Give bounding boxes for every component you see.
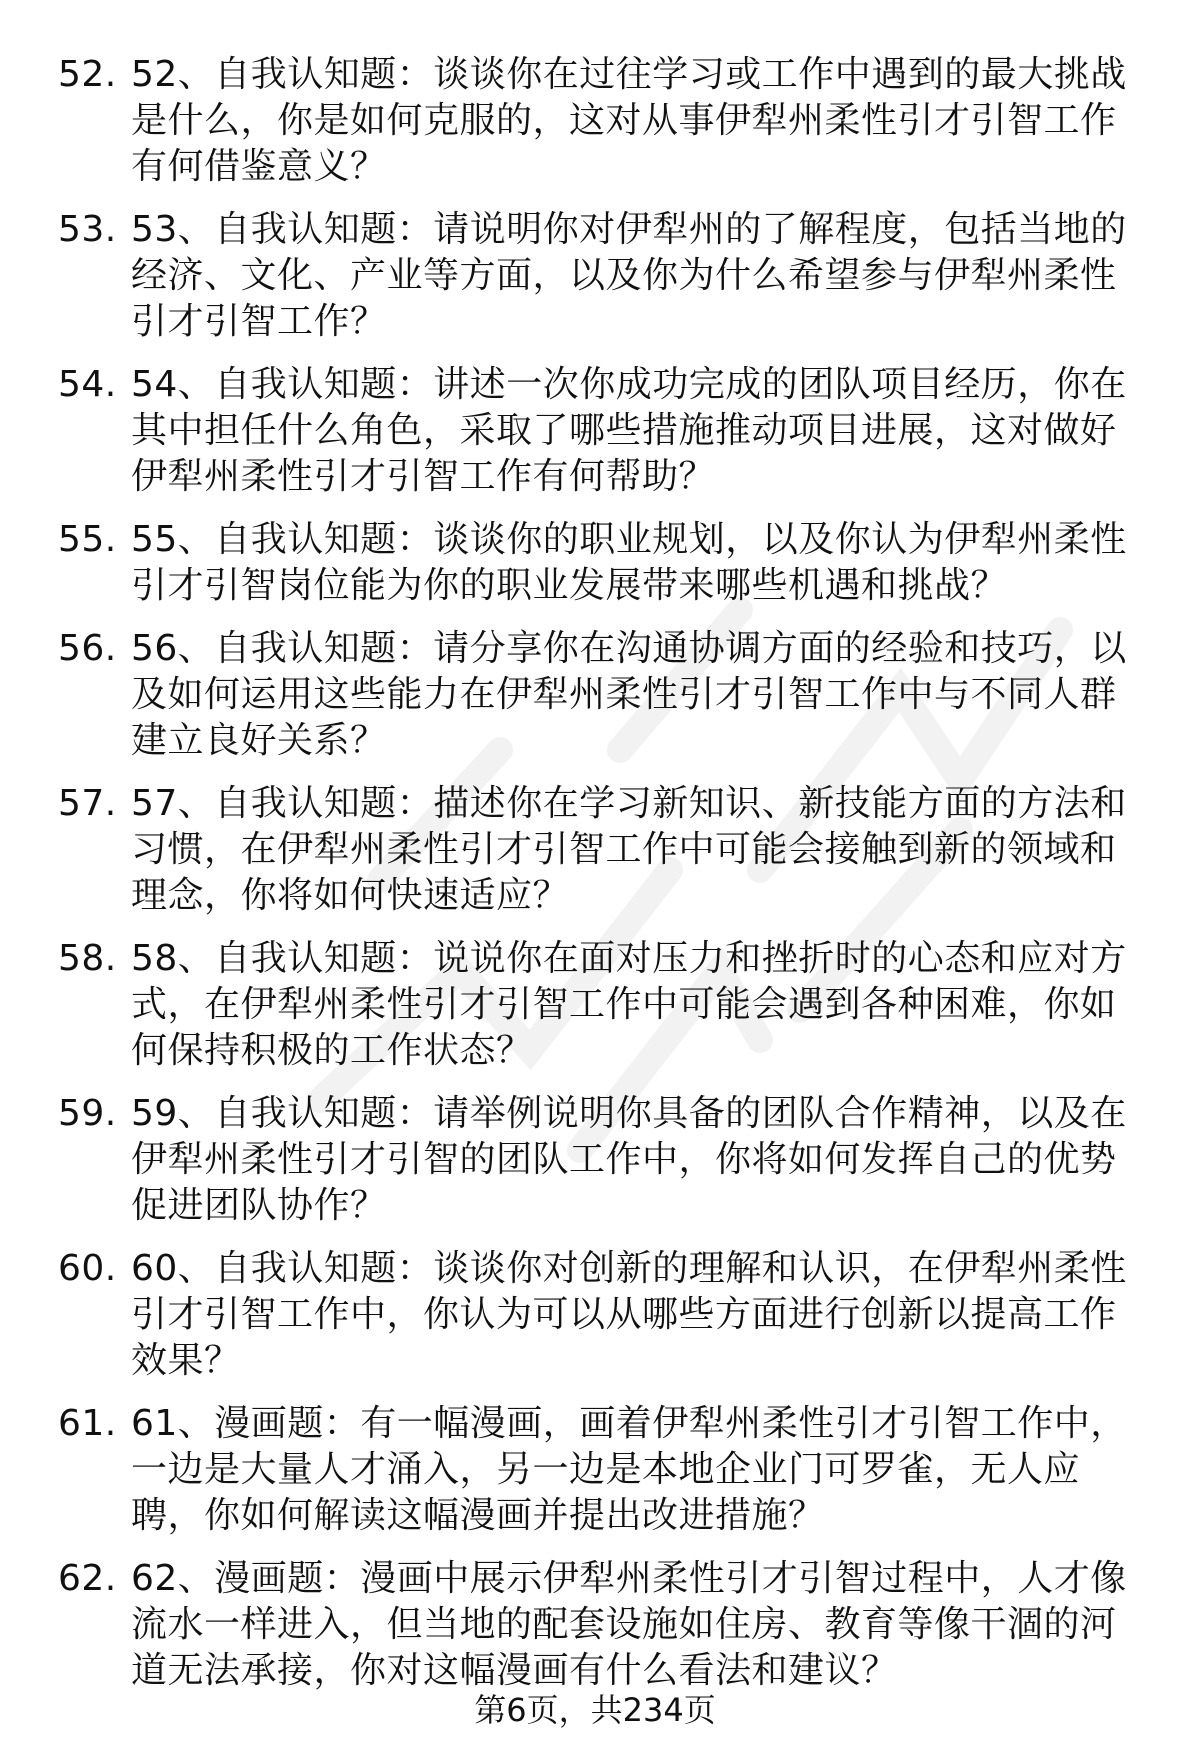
page-number-label: 第6页，共234页: [474, 1691, 716, 1729]
question-text: 58、自我认知题：说说你在面对压力和挫折时的心态和应对方式，在伊犁州柔性引才引智工作中可能会遇到各种困难，你如何保持积极的工作状态？: [131, 938, 1127, 1071]
question-item: [58, 517, 1148, 609]
question-text: 61、漫画题：有一幅漫画，画着伊犁州柔性引才引智工作中，一边是大量人才涌入，另一边是本地企业门可罗雀，无人应聘，你如何解读这幅漫画并提出改进措施？: [131, 1403, 1127, 1536]
question-text: 62、漫画题：漫画中展示伊犁州柔性引才引智过程中，人才像流水一样进入，但当地的配套设施如住房、教育等像干涸的河道无法承接，你对这幅漫画有什么看法和建议？: [131, 1558, 1127, 1691]
question-text: 55、自我认知题：谈谈你的职业规划，以及你认为伊犁州柔性引才引智岗位能为你的职业发展带来哪些机遇和挑战？: [131, 519, 1127, 606]
question-number: 58.: [58, 938, 117, 979]
question-item: [58, 1401, 1148, 1539]
question-text: 54、自我认知题：讲述一次你成功完成的团队项目经历，你在其中担任什么角色，采取了哪些措施推动项目进展，这对做好伊犁州柔性引才引智工作有何帮助？: [131, 364, 1127, 497]
page-footer: [0, 1690, 1190, 1730]
question-item: [58, 207, 1148, 345]
question-text: 59、自我认知题：请举例说明你具备的团队合作精神，以及在伊犁州柔性引才引智的团队工作中，你将如何发挥自己的优势促进团队协作？: [131, 1093, 1127, 1226]
question-number: 60.: [58, 1248, 117, 1289]
question-text: 56、自我认知题：请分享你在沟通协调方面的经验和技巧，以及如何运用这些能力在伊犁州柔性引才引智工作中与不同人群建立良好关系？: [131, 628, 1127, 761]
question-number: 52.: [58, 54, 117, 95]
question-text: 60、自我认知题：谈谈你对创新的理解和认识，在伊犁州柔性引才引智工作中，你认为可以从哪些方面进行创新以提高工作效果？: [131, 1248, 1127, 1381]
question-list: [58, 52, 1148, 1711]
question-number: 57.: [58, 783, 117, 824]
question-text: 53、自我认知题：请说明你对伊犁州的了解程度，包括当地的经济、文化、产业等方面，以及你为什么希望参与伊犁州柔性引才引智工作？: [131, 209, 1127, 342]
question-text: 52、自我认知题：谈谈你在过往学习或工作中遇到的最大挑战是什么，你是如何克服的，这对从事伊犁州柔性引才引智工作有何借鉴意义？: [131, 54, 1127, 187]
question-item: [58, 626, 1148, 764]
question-text: 57、自我认知题：描述你在学习新知识、新技能方面的方法和习惯，在伊犁州柔性引才引智工作中可能会接触到新的领域和理念，你将如何快速适应？: [131, 783, 1127, 916]
question-number: 56.: [58, 628, 117, 669]
question-item: [58, 936, 1148, 1074]
question-item: [58, 52, 1148, 190]
question-number: 54.: [58, 364, 117, 405]
question-item: [58, 1556, 1148, 1694]
question-number: 55.: [58, 519, 117, 560]
question-number: 61.: [58, 1403, 117, 1444]
question-number: 53.: [58, 209, 117, 250]
question-number: 62.: [58, 1558, 117, 1599]
question-item: [58, 1091, 1148, 1229]
question-item: [58, 781, 1148, 919]
question-item: [58, 1246, 1148, 1384]
question-item: [58, 362, 1148, 500]
question-number: 59.: [58, 1093, 117, 1134]
